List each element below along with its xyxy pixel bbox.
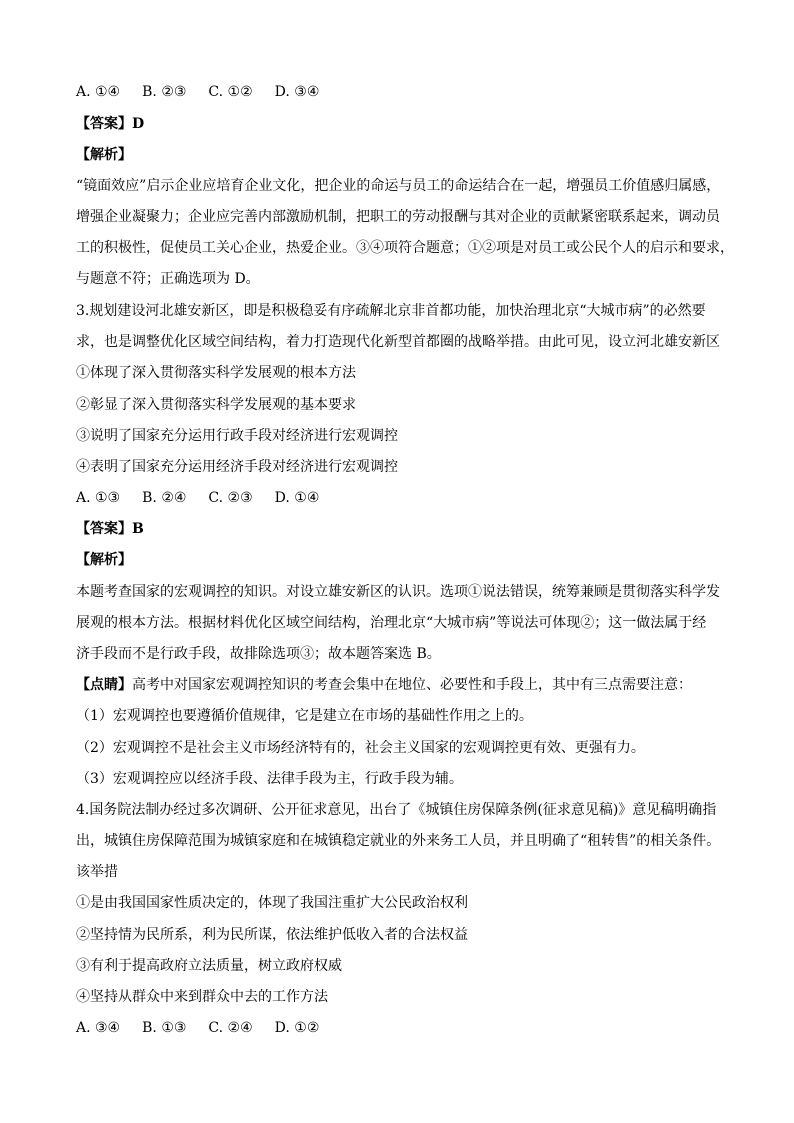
q4-option-b: B. ①③ xyxy=(142,1020,187,1036)
q3-analysis-label: 【解析】 xyxy=(76,552,132,568)
q3-option-d: D. ①④ xyxy=(274,490,320,506)
q3-answer: 【答案】B xyxy=(76,521,144,537)
q3-tip-item-1: （1）宏观调控也要遵循价值规律，它是建立在市场的基础性作用之上的。 xyxy=(76,708,533,724)
q4-stem-line-1: 4.国务院法制办经过多次调研、公开征求意见，出台了《城镇住房保障条例(征求意见稿)》意见稿明确指 xyxy=(76,802,717,818)
q3-item-3: ③说明了国家充分运用行政手段对经济进行宏观调控 xyxy=(76,428,398,444)
q2-option-b: B. ②③ xyxy=(142,84,187,100)
q3-option-c: C. ②③ xyxy=(208,490,253,506)
q4-item-3: ③有利于提高政府立法质量，树立政府权威 xyxy=(76,958,342,974)
q3-analysis-line-3: 济手段而不是行政手段，故排除选项③；故本题答案选 B。 xyxy=(76,646,441,662)
q3-tip-label: 【点睛】 xyxy=(76,677,132,693)
q2-analysis-line-1: “镜面效应”启示企业应培育企业文化，把企业的命运与员工的命运结合在一起，增强员工价值感归属感， xyxy=(76,178,721,194)
q2-answer: 【答案】D xyxy=(76,116,145,132)
q3-analysis-line-1: 本题考查国家的宏观调控的知识。对设立雄安新区的认识。选项①说法错误，统筹兼顾是贯彻落实科学发 xyxy=(76,584,720,600)
q3-item-2: ②彰显了深入贯彻落实科学发展观的基本要求 xyxy=(76,397,356,413)
q3-item-4: ④表明了国家充分运用经济手段对经济进行宏观调控 xyxy=(76,459,398,475)
q3-option-a: A. ①③ xyxy=(76,490,121,506)
q2-analysis-label: 【解析】 xyxy=(76,147,132,163)
q2-options xyxy=(76,82,726,102)
q3-stem-line-2: 求，也是调整优化区域空间结构，着力打造现代化新型首都圈的战略举措。由此可见，设立河北雄安新区 xyxy=(76,334,720,350)
q4-stem-line-3: 该举措 xyxy=(76,864,118,880)
q4-options xyxy=(76,1018,726,1038)
q3-options xyxy=(76,488,726,508)
q2-analysis-line-3: 工的积极性，促使员工关心企业，热爱企业。③④项符合题意；①②项是对员工或公民个人的启示和要求， xyxy=(76,240,734,256)
q3-tip xyxy=(76,675,726,695)
q4-option-c: C. ②④ xyxy=(208,1020,253,1036)
q3-stem-line-1: 3.规划建设河北雄安新区，即是积极稳妥有序疏解北京非首都功能，加快治理北京“大城市病”的必然要 xyxy=(76,303,706,319)
q4-item-1: ①是由我国国家性质决定的，体现了我国注重扩大公民政治权利 xyxy=(76,895,468,911)
q4-stem-line-2: 出，城镇住房保障范围为城镇家庭和在城镇稳定就业的外来务工人员，并且明确了“租转售”的相关条件。 xyxy=(76,833,721,849)
q3-option-b: B. ②④ xyxy=(142,490,187,506)
q4-item-2: ②坚持情为民所系，利为民所谋，依法维护低收入者的合法权益 xyxy=(76,927,468,943)
q3-tip-item-3: （3）宏观调控应以经济手段、法律手段为主，行政手段为辅。 xyxy=(76,771,463,787)
q2-analysis-line-4: 与题意不符；正确选项为 D。 xyxy=(76,271,260,287)
q3-tip-item-2: （2）宏观调控不是社会主义市场经济特有的，社会主义国家的宏观调控更有效、更强有力。 xyxy=(76,740,645,756)
q2-analysis-line-2: 增强企业凝聚力；企业应完善内部激励机制，把职工的劳动报酬与其对企业的贡献紧密联系起来，调动员 xyxy=(76,209,720,225)
q3-item-1: ①体现了深入贯彻落实科学发展观的根本方法 xyxy=(76,365,356,381)
q3-analysis-line-2: 展观的根本方法。根据材料优化区域空间结构，治理北京“大城市病”等说法可体现②；这一做法属于经 xyxy=(76,615,707,631)
q2-option-a: A. ①④ xyxy=(76,84,121,100)
q3-tip-text: 高考中对国家宏观调控知识的考查会集中在地位、必要性和手段上，其中有三点需要注意： xyxy=(132,677,692,693)
q4-option-a: A. ③④ xyxy=(76,1020,121,1036)
q2-option-c: C. ①② xyxy=(208,84,253,100)
q4-item-4: ④坚持从群众中来到群众中去的工作方法 xyxy=(76,989,328,1005)
q2-option-d: D. ③④ xyxy=(274,84,320,100)
q4-option-d: D. ①② xyxy=(274,1020,320,1036)
